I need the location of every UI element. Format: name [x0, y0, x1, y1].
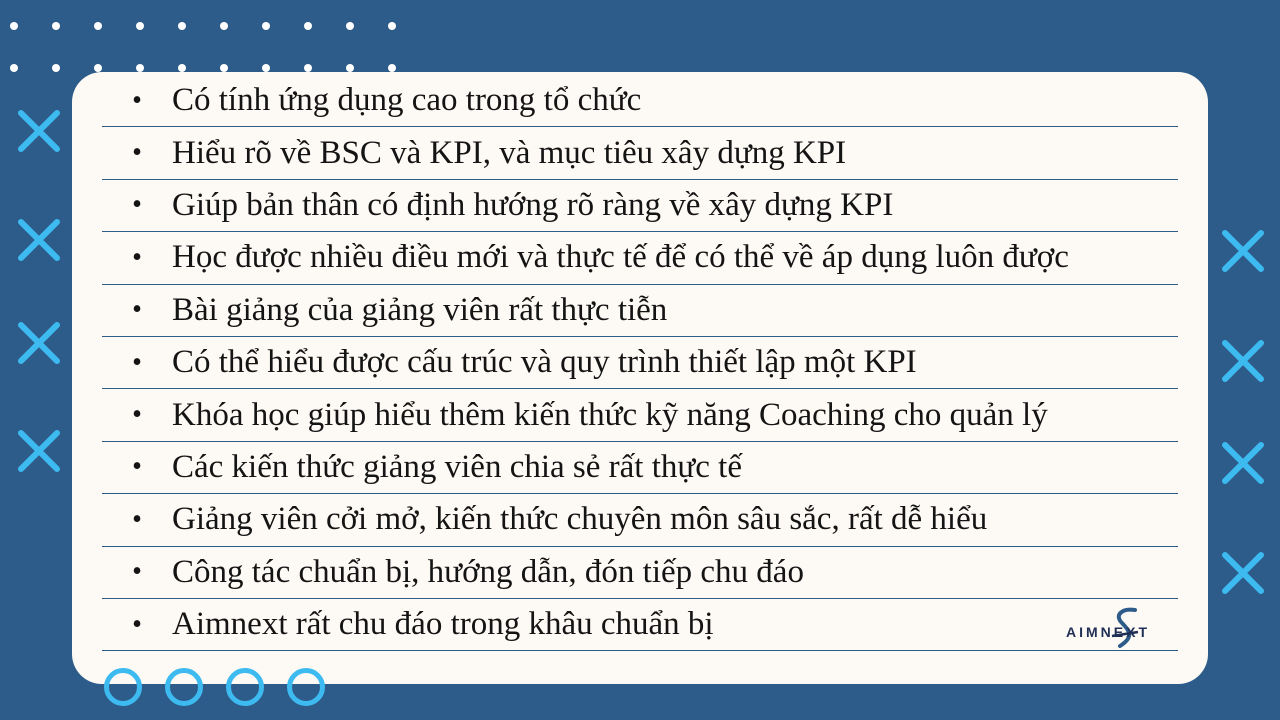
- list-item: [102, 180, 1178, 232]
- dot-icon: [346, 64, 354, 72]
- list-item-text: Khóa học giúp hiểu thêm kiến thức kỹ năng Coaching cho quản lý: [172, 396, 1048, 433]
- list-item: [102, 389, 1178, 441]
- x-cross-icon: [16, 217, 62, 263]
- dot-icon: [220, 22, 228, 30]
- dot-icon: [94, 22, 102, 30]
- bullet-icon: •: [132, 137, 142, 169]
- aimnext-logo: [1066, 606, 1180, 650]
- bullet-icon: •: [132, 556, 142, 588]
- dot-icon: [52, 22, 60, 30]
- dot-icon: [178, 22, 186, 30]
- content-card: [72, 72, 1208, 684]
- x-cross-icon: [1220, 550, 1266, 596]
- bullet-icon: •: [132, 241, 142, 273]
- dot-icon: [388, 64, 396, 72]
- list-item-text: Công tác chuẩn bị, hướng dẫn, đón tiếp chu đáo: [172, 553, 804, 590]
- dot-icon: [52, 64, 60, 72]
- dot-icon: [136, 64, 144, 72]
- list-item-text: Có tính ứng dụng cao trong tổ chức: [172, 82, 642, 119]
- list-item: [102, 127, 1178, 179]
- x-cross-icon: [16, 428, 62, 474]
- dot-icon: [10, 64, 18, 72]
- list-item-text: Có thể hiểu được cấu trúc và quy trình thiết lập một KPI: [172, 344, 917, 381]
- dot-icon: [304, 22, 312, 30]
- list-item-text: Hiểu rõ về BSC và KPI, và mục tiêu xây dựng KPI: [172, 134, 847, 171]
- dot-icon: [388, 22, 396, 30]
- dot-icon: [262, 22, 270, 30]
- list-item-text: Các kiến thức giảng viên chia sẻ rất thực tế: [172, 448, 742, 485]
- x-cross-icon: [16, 320, 62, 366]
- bullet-icon: •: [132, 503, 142, 535]
- logo-text: AIMNEXT: [1066, 624, 1150, 640]
- ring-circle-icon: [226, 668, 264, 706]
- bullet-icon: •: [132, 84, 142, 116]
- dot-icon: [94, 64, 102, 72]
- list-item: [102, 75, 1178, 127]
- list-item: [102, 285, 1178, 337]
- dot-icon: [304, 64, 312, 72]
- bullet-icon: •: [132, 346, 142, 378]
- ring-circle-icon: [165, 668, 203, 706]
- list-item: [102, 232, 1178, 284]
- list-item: [102, 337, 1178, 389]
- dot-icon: [262, 64, 270, 72]
- ring-circle-icon: [287, 668, 325, 706]
- list-item-text: Học được nhiều điều mới và thực tế để có thể về áp dụng luôn được: [172, 239, 1069, 276]
- list-item: [102, 599, 1178, 651]
- list-item: [102, 494, 1178, 546]
- list-item-text: Bài giảng của giảng viên rất thực tiễn: [172, 291, 668, 328]
- bullet-icon: •: [132, 399, 142, 431]
- x-cross-icon: [1220, 228, 1266, 274]
- bullet-icon: •: [132, 451, 142, 483]
- dot-icon: [178, 64, 186, 72]
- dot-icon: [10, 22, 18, 30]
- dot-icon: [136, 22, 144, 30]
- x-cross-icon: [1220, 338, 1266, 384]
- feedback-list: [102, 75, 1178, 651]
- list-item: [102, 547, 1178, 599]
- bullet-icon: •: [132, 608, 142, 640]
- list-item-text: Giảng viên cởi mở, kiến thức chuyên môn sâu sắc, rất dễ hiểu: [172, 501, 988, 538]
- bullet-icon: •: [132, 189, 142, 221]
- x-cross-icon: [16, 108, 62, 154]
- ring-circle-icon: [104, 668, 142, 706]
- list-item-text: Giúp bản thân có định hướng rõ ràng về xây dựng KPI: [172, 186, 894, 223]
- list-item: [102, 442, 1178, 494]
- bullet-icon: •: [132, 294, 142, 326]
- x-cross-icon: [1220, 440, 1266, 486]
- dot-icon: [346, 22, 354, 30]
- list-item-text: Aimnext rất chu đáo trong khâu chuẩn bị: [172, 606, 714, 643]
- dot-icon: [220, 64, 228, 72]
